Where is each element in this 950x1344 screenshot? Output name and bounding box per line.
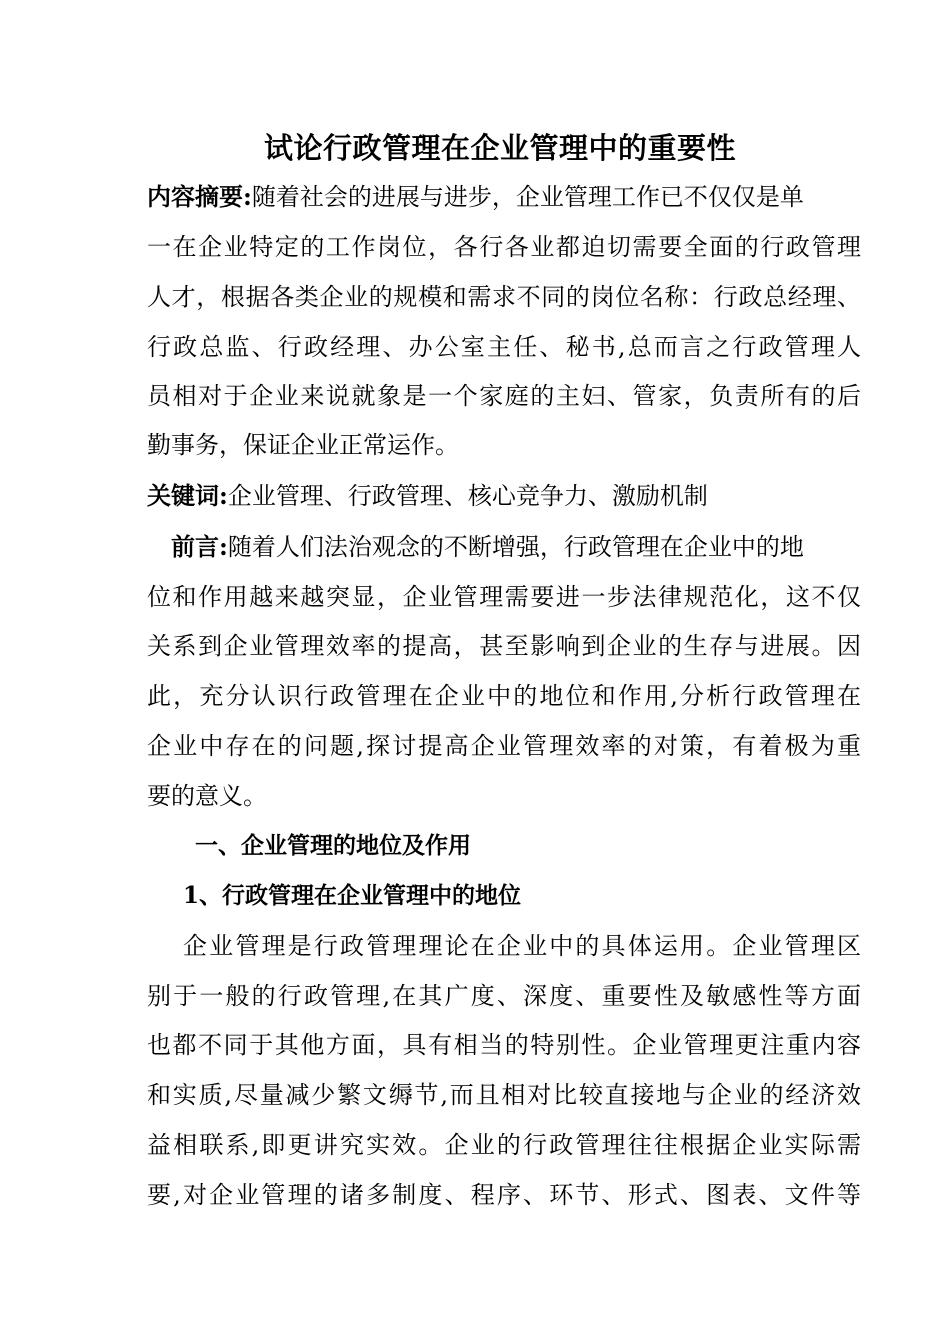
body-line-3: 也都不同于其他方面，具有相当的特别性。企业管理更注重内容	[147, 1031, 861, 1059]
preface-text: 随着人们法治观念的不断增强，行政管理在企业中的地	[227, 533, 804, 561]
preface-line-4: 此，充分认识行政管理在企业中的地位和作用,分析行政管理在	[147, 682, 861, 710]
keywords-label: 关键词:	[147, 481, 228, 510]
abstract-text: 随着社会的进展与进步，企业管理工作已不仅仅是单	[251, 183, 804, 211]
subsection-heading: 1、行政管理在企业管理中的地位	[183, 882, 522, 909]
preface-line-6: 要的意义。	[147, 782, 267, 810]
preface-line-1	[171, 527, 804, 567]
body-line-5: 益相联系,即更讲究实效。企业的行政管理往往根据企业实际需	[147, 1131, 861, 1159]
body-line-1: 企业管理是行政管理理论在企业中的具体运用。企业管理区	[183, 932, 861, 960]
section-heading: 一、企业管理的地位及作用	[195, 832, 471, 859]
abstract-line-3: 人才，根据各类企业的规模和需求不同的岗位名称：行政总经理、	[147, 283, 861, 311]
abstract-line-5: 员相对于企业来说就象是一个家庭的主妇、管家，负责所有的后	[147, 382, 861, 410]
document-title: 试论行政管理在企业管理中的重要性	[263, 131, 736, 165]
preface-line-2: 位和作用越来越突显，企业管理需要进一步法律规范化，这不仅	[147, 583, 861, 611]
abstract-line-1	[147, 177, 804, 217]
abstract-line-2: 一在企业特定的工作岗位，各行各业都迫切需要全面的行政管理	[147, 233, 861, 261]
body-line-6: 要,对企业管理的诸多制度、程序、环节、形式、图表、文件等	[147, 1181, 861, 1209]
preface-line-3: 关系到企业管理效率的提高，甚至影响到企业的生存与进展。因	[147, 632, 861, 660]
preface-label: 前言:	[171, 532, 228, 561]
abstract-line-4: 行政总监、行政经理、办公室主任、秘书,总而言之行政管理人	[147, 333, 861, 361]
preface-line-5: 企业中存在的问题,探讨提高企业管理效率的对策，有着极为重	[147, 732, 861, 760]
keywords-text: 企业管理、行政管理、核心竞争力、激励机制	[227, 482, 708, 510]
abstract-label: 内容摘要:	[147, 182, 252, 211]
keywords-line	[147, 476, 708, 516]
body-line-4: 和实质,尽量减少繁文缛节,而且相对比较直接地与企业的经济效	[147, 1081, 861, 1109]
abstract-line-6: 勤事务，保证企业正常运作。	[147, 431, 459, 459]
body-line-2: 别于一般的行政管理,在其广度、深度、重要性及敏感性等方面	[147, 982, 861, 1010]
